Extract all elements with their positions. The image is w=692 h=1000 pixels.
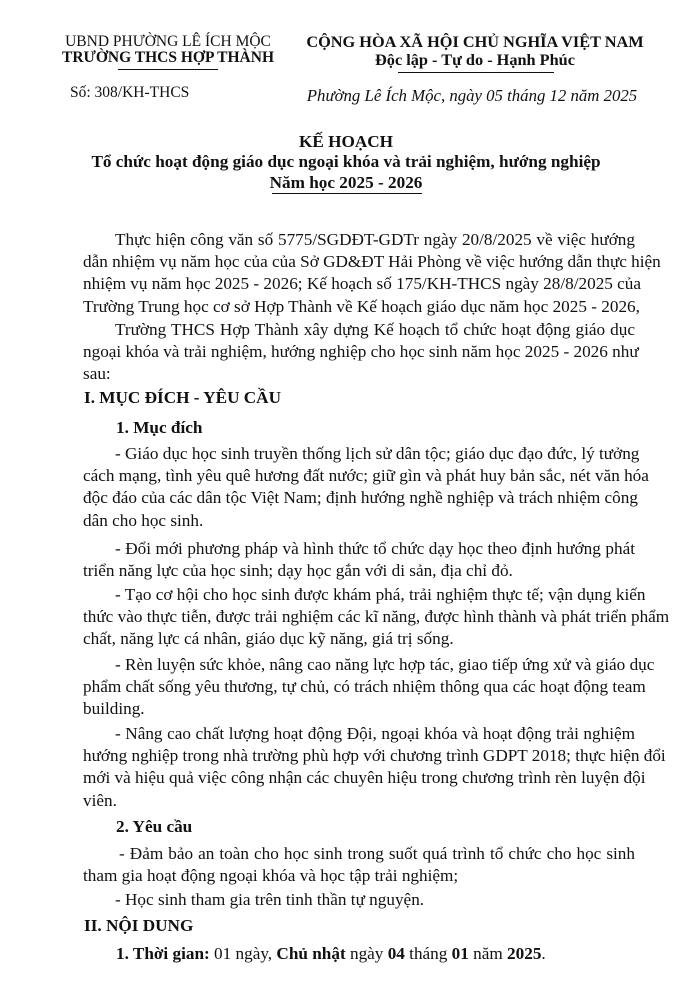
text-line: building. (83, 699, 145, 719)
text-line: mới và hiệu quả việc công nhận các chuyên hiệu trong chương trình rèn luyện đội (83, 768, 646, 788)
time-day: 04 (387, 944, 405, 963)
school-year: Năm học 2025 - 2026 (269, 173, 423, 192)
document-subtitle: Tổ chức hoạt động giáo dục ngoại khóa và trải nghiệm, hướng nghiệp (91, 152, 601, 171)
text-line: chất, năng lực cá nhân, giáo dục kỹ năng, giá trị sống. (83, 629, 454, 649)
time-days: 01 ngày, (209, 944, 277, 963)
text-line: cách mạng, tình yêu quê hương đất nước; giữ gìn và phát huy bản sắc, nét văn hóa (83, 466, 649, 486)
section-1-heading: I. MỤC ĐÍCH - YÊU CẦU (84, 388, 282, 407)
time-end: . (541, 944, 546, 963)
text-line: Thực hiện công văn số 5775/SGDĐT-GDTr ngày 20/8/2025 về việc hướng (115, 230, 635, 249)
school-name: TRƯỜNG THCS HỢP THÀNH (61, 49, 274, 66)
time-month-word: tháng (404, 944, 452, 963)
time-year: 2025 (507, 944, 542, 963)
requirement-item-1 (83, 843, 635, 887)
title-underline (272, 193, 422, 194)
section-2-heading: II. NỘI DUNG (84, 916, 194, 935)
time-weekday: Chủ nhật (276, 944, 346, 963)
text-line: triển năng lực của học sinh; dạy học gắn với di sản, địa chỉ đỏ. (83, 561, 513, 581)
text-line: - Tạo cơ hội cho học sinh được khám phá, trải nghiệm thực tế; vận dụng kiến (115, 585, 646, 604)
school-name-underline (118, 69, 218, 70)
requirement-item-2 (83, 889, 635, 911)
purpose-item-4 (83, 654, 655, 721)
time-month: 01 (451, 944, 469, 963)
text-line: hướng nghiệp trong nhà trường phù hợp với chương trình GDPT 2018; thực hiện đổi (83, 746, 666, 766)
time-year-word: năm (468, 944, 508, 963)
text-line: - Đổi mới phương pháp và hình thức tổ chức dạy học theo định hướng phát (115, 539, 635, 558)
intro-paragraph-1 (83, 229, 661, 318)
text-line: Trường Trung học cơ sở Hợp Thành về Kế hoạch giáo dục năm học 2025 - 2026, (83, 296, 640, 316)
purpose-item-3 (83, 584, 670, 651)
text-line: tham gia hoạt động ngoại khóa và học tập trải nghiệm; (83, 866, 459, 886)
text-line: dẫn nhiệm vụ năm học của của Sở GD&ĐT Hải Phòng về việc hướng dẫn thực hiện (83, 252, 661, 272)
text-line: ngoại khóa và trải nghiệm, hướng nghiệp cho học sinh năm học 2025 - 2026 như (83, 342, 639, 362)
text-line: nhiệm vụ năm học 2025 - 2026; Kế hoạch số 175/KH-THCS ngày 28/8/2025 của (83, 274, 642, 294)
text-line: - Học sinh tham gia trên tinh thần tự nguyện. (115, 890, 425, 909)
subsection-requirements-heading: 2. Yêu cầu (116, 817, 193, 836)
text-line: thức vào thực tiễn, được trải nghiệm các kĩ năng, được hình thành và phát triển phẩm (83, 607, 670, 627)
nation-name: CỘNG HÒA XÃ HỘI CHỦ NGHĨA VIỆT NAM (306, 32, 644, 51)
text-line: - Nâng cao chất lượng hoạt động Đội, ngoại khóa và hoạt động trải nghiệm (115, 724, 635, 743)
text-line: Trường THCS Hợp Thành xây dựng Kế hoạch tổ chức hoạt động giáo dục (115, 320, 635, 339)
text-line: sau: (83, 364, 111, 384)
purpose-item-1 (83, 443, 649, 532)
time-label: 1. Thời gian: (116, 944, 210, 963)
subsection-purpose-heading: 1. Mục đích (116, 418, 203, 437)
text-line: phẩm chất sống yêu thương, tự chủ, có trách nhiệm thông qua các hoạt động team (83, 677, 646, 697)
text-line: độc đáo của các dân tộc Việt Nam; định hướng nghề nghiệp và trách nhiệm công (83, 488, 638, 508)
place-and-date: Phường Lê Ích Mộc, ngày 05 tháng 12 năm 2025 (306, 86, 638, 105)
time-line (116, 943, 546, 965)
text-line: - Đảm bảo an toàn cho học sinh trong suốt quá trình tổ chức cho học sinh (119, 844, 635, 863)
text-line: - Giáo dục học sinh truyền thống lịch sử dân tộc; giáo dục đạo đức, lý tưởng (115, 444, 640, 463)
purpose-item-5 (83, 723, 666, 812)
issuing-authority: UBND PHƯỜNG LÊ ÍCH MỘC (65, 33, 271, 50)
text-line: viên. (83, 790, 117, 810)
national-motto-underline (398, 72, 554, 73)
intro-paragraph-2 (83, 319, 639, 386)
text-line: - Rèn luyện sức khỏe, nâng cao năng lực hợp tác, giao tiếp ứng xử và giáo dục (115, 655, 655, 674)
time-day-word: ngày (345, 944, 388, 963)
national-motto: Độc lập - Tự do - Hạnh Phúc (375, 50, 575, 69)
text-line: dân cho học sinh. (83, 510, 204, 530)
purpose-item-2 (83, 538, 635, 582)
document-title: KẾ HOẠCH (298, 132, 394, 151)
document-number: Số: 308/KH-THCS (70, 84, 190, 101)
